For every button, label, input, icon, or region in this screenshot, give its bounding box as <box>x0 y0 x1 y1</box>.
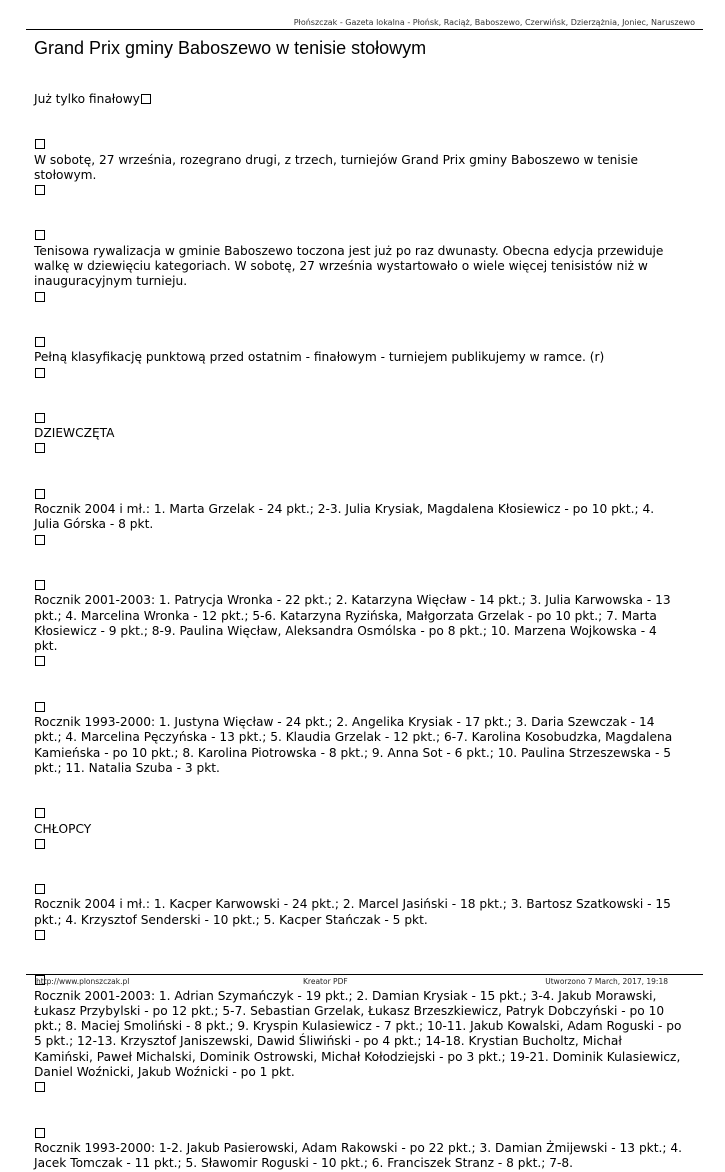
missing-glyph-icon <box>35 139 45 149</box>
footer-divider <box>26 974 703 975</box>
results-paragraph: Rocznik 1993-2000: 1-2. Jakub Pasierowski, Adam Rakowski - po 22 pkt.; 3. Damian Żmijewski - 13 pkt.; 4. Jacek Tomczak - 11 pkt.; 5. Sławomir Roguski - 10 pkt.; 6. Franciszek Stranz - 8 pkt.; 7-8. <box>34 1140 682 1171</box>
results-paragraph: Rocznik 2001-2003: 1. Patrycja Wronka - 22 pkt.; 2. Katarzyna Więcław - 14 pkt.; 3. Julia Karwowska - 13 pkt.; 4. Marcelina Wronka - 12 pkt.; 5-6. Katarzyna Ryzińska, Małgorzata Grzelak - po 10 pkt.; 7. Marta Kłosiewicz - 9 pkt.; 8-9. Paulina Więcław, Aleksandra Osmólska - po 8 pkt.; 10. Marzena Wojkowska - 4 pkt. <box>34 593 671 654</box>
missing-glyph-icon <box>35 839 45 849</box>
paragraph: W sobotę, 27 września, rozegrano drugi, z trzech, turniejów Grand Prix gminy Baboszewo w tenisie stołowym. <box>34 152 639 182</box>
lead-text: Już tylko finałowy <box>34 92 140 106</box>
missing-glyph-icon <box>35 1082 45 1092</box>
missing-glyph-icon <box>35 368 45 378</box>
section-heading: DZIEWCZĘTA <box>34 426 115 441</box>
article-body <box>34 92 682 1172</box>
missing-glyph-icon <box>35 1128 45 1138</box>
footer-url[interactable]: http://www.plonszczak.pl <box>36 977 130 986</box>
article-title: Grand Prix gminy Baboszewo w tenisie stołowym <box>34 38 427 58</box>
missing-glyph-icon <box>35 535 45 545</box>
missing-glyph-icon <box>35 413 45 423</box>
results-paragraph: Rocznik 2004 i mł.: 1. Kacper Karwowski - 24 pkt.; 2. Marcel Jasiński - 18 pkt.; 3. Bartosz Szatkowski - 15 pkt.; 4. Krzysztof Senderski - 10 pkt.; 5. Kacper Stańczak - 5 pkt. <box>34 897 671 927</box>
paragraph: Pełną klasyfikację punktową przed ostatnim - finałowym - turniejem publikujemy w ramce. (r) <box>34 350 605 365</box>
results-paragraph: Rocznik 1993-2000: 1. Justyna Więcław - 24 pkt.; 2. Angelika Krysiak - 17 pkt.; 3. Daria Szewczak - 14 pkt.; 4. Marcelina Pęczyńska - 13 pkt.; 5. Klaudia Grzelak - 12 pkt.; 6-7. Karolina Kosobudzka, Magdalena Kamieńska - po 10 pkt.; 8. Karolina Piotrowska - 8 pkt.; 9. Anna Sot - 6 pkt.; 10. Paulina Strzeszewska - 5 pkt.; 11. Natalia Szuba - 3 pkt. <box>34 715 673 775</box>
missing-glyph-icon <box>35 702 45 712</box>
header-divider <box>26 29 703 30</box>
missing-glyph-icon <box>35 808 45 818</box>
missing-glyph-icon <box>35 884 45 894</box>
missing-glyph-icon <box>35 580 45 590</box>
footer-created: Utworzono 7 March, 2017, 19:18 <box>545 977 668 986</box>
missing-glyph-icon <box>35 230 45 240</box>
missing-glyph-icon <box>35 489 45 499</box>
missing-glyph-icon <box>35 292 45 302</box>
missing-glyph-icon <box>141 94 151 104</box>
site-header: Płońszczak - Gazeta lokalna - Płońsk, Raciąż, Baboszewo, Czerwińsk, Dzierzążnia, Joniec, Naruszewo <box>293 18 695 27</box>
section-heading: CHŁOPCY <box>34 821 92 836</box>
missing-glyph-icon <box>35 185 45 195</box>
missing-glyph-icon <box>35 930 45 940</box>
missing-glyph-icon <box>35 443 45 453</box>
paragraph: Tenisowa rywalizacja w gminie Baboszewo toczona jest już po raz dwunasty. Obecna edycja przewiduje walkę w dziewięciu kategoriach. W sobotę, 27 września wystartowało o wiele więcej tenisistów niż w inauguracyjnym turnieju. <box>34 243 664 289</box>
lead-line <box>34 92 682 107</box>
results-paragraph: Rocznik 2004 i mł.: 1. Marta Grzelak - 24 pkt.; 2-3. Julia Krysiak, Magdalena Kłosiewicz - po 10 pkt.; 4. Julia Górska - 8 pkt. <box>34 502 655 532</box>
missing-glyph-icon <box>35 656 45 666</box>
footer-generator: Kreator PDF <box>303 977 348 986</box>
results-paragraph: Rocznik 2001-2003: 1. Adrian Szymańczyk - 19 pkt.; 2. Damian Krysiak - 15 pkt.; 3-4. Jakub Morawski, Łukasz Przybylski - po 12 pkt.; 5-7. Sebastian Grzelak, Łukasz Brzeszkiewicz, Patryk Dobczyński - po 10 pkt.; 8. Maciej Smoliński - 8 pkt.; 9. Kryspin Kulasiewicz - 7 pkt.; 10-11. Jakub Kowalski, Adam Roguski - po 5 pkt.; 12-13. Krzysztof Janiszewski, Dawid Śliwiński - po 4 pkt.; 14-18. Krystian Bucholtz, Michał Kamiński, Paweł Michalski, Dominik Ostrowski, Michał Kołodziejski - po 3 pkt.; 19-21. Dominik Kulasiewicz, Daniel Woźnicki, Jakub Woźnicki - po 1 pkt. <box>34 988 682 1080</box>
missing-glyph-icon <box>35 337 45 347</box>
